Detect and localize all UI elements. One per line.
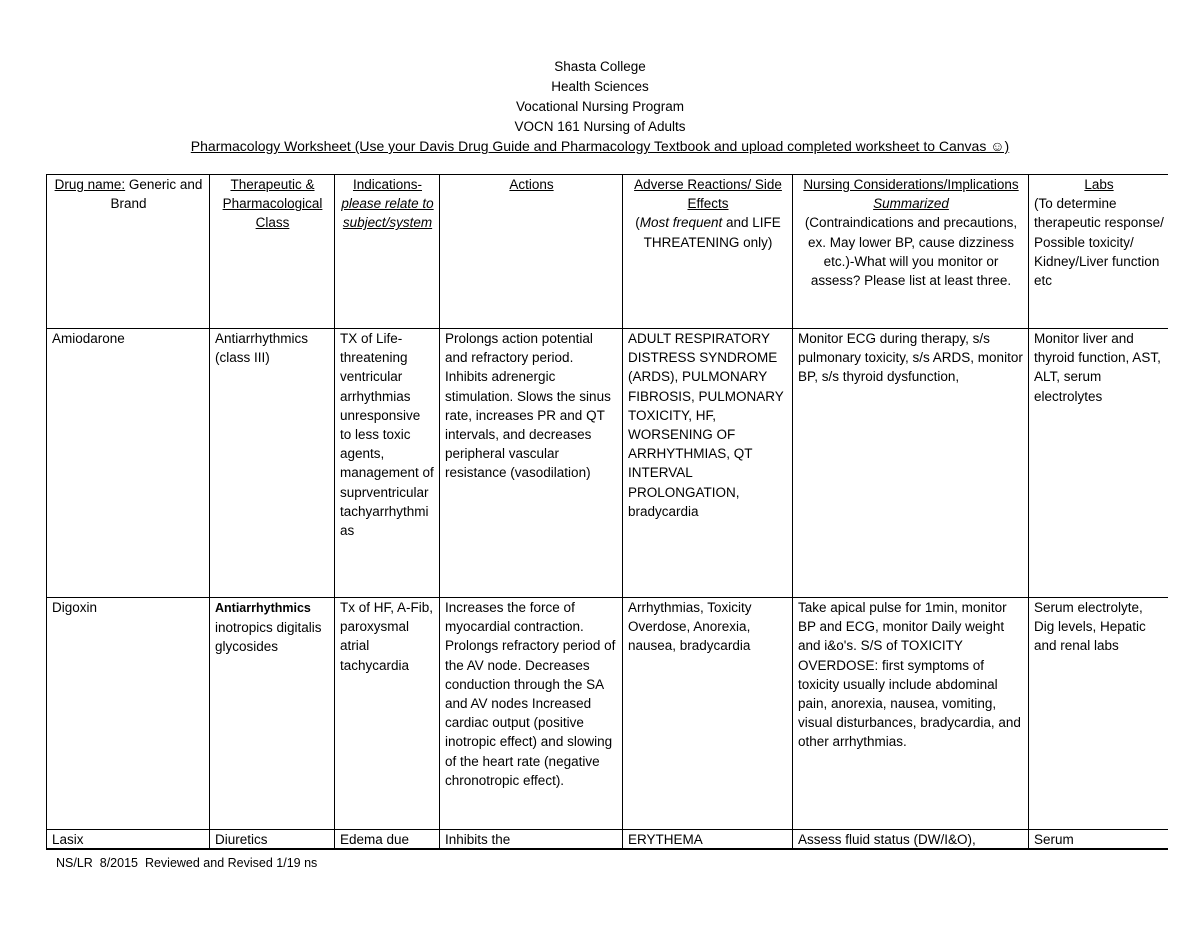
adverse-cell: ADULT RESPIRATORY DISTRESS SYNDROME (ARDS), PULMONARY FIBROSIS, PULMONARY TOXICITY, HF, WORSENING OF ARRHYTHMIAS, QT INTERVAL PROLONGATION, bradycardia	[623, 329, 793, 598]
header-therapeutic-class	[210, 175, 335, 329]
header-adverse-rest: and LIFE THREATENING only)	[643, 215, 781, 250]
class-cell	[210, 598, 335, 830]
labs-cell: Serum	[1029, 830, 1169, 851]
header-indications-note: please relate to subject/system	[341, 196, 434, 231]
actions-cell: Inhibits the	[440, 830, 623, 851]
header-adverse-reactions	[623, 175, 793, 329]
nursing-cell: Assess fluid status (DW/I&O),	[793, 830, 1029, 851]
indications-cell: Tx of HF, A-Fib, paroxysmal atrial tachycardia	[335, 598, 440, 830]
program-name: Vocational Nursing Program	[515, 99, 685, 114]
worksheet-table-container	[46, 174, 1168, 850]
drug-name-cell: Amiodarone	[47, 329, 210, 598]
class-cell-text: inotropics digitalis glycosides	[215, 620, 322, 655]
course-name: VOCN 161 Nursing of Adults	[514, 119, 686, 134]
header-drug-name-rest: Generic and Brand	[110, 177, 203, 212]
adverse-cell: Arrhythmias, Toxicity Overdose, Anorexia, nausea, bradycardia	[623, 598, 793, 830]
class-cell: Antiarrhythmics (class III)	[210, 329, 335, 598]
header-nursing-note: Summarized	[873, 196, 949, 212]
nursing-cell: Take apical pulse for 1min, monitor BP and ECG, monitor Daily weight and i&o's. S/S of TOXICITY OVERDOSE: first symptoms of toxicity usually include abdominal pain, anorexia, nausea, vomiting, visual disturbances, bradycardia, and other arrhythmias.	[793, 598, 1029, 830]
table-row	[47, 598, 1169, 830]
header-labs	[1029, 175, 1169, 329]
header-indications-label: Indications-	[352, 177, 423, 192]
header-nursing-label: Nursing Considerations/Implications	[803, 177, 1019, 192]
drug-name-cell: Digoxin	[47, 598, 210, 830]
class-cell-bold: Antiarrhythmics	[215, 601, 311, 615]
header-actions	[440, 175, 623, 329]
indications-cell: TX of Life-threatening ventricular arrhythmias unresponsive to less toxic agents, management of suprventricular tachyarrhythmias	[335, 329, 440, 598]
table-row	[47, 329, 1169, 598]
header-therapeutic-class-label: Therapeutic & Pharmacological Class	[222, 177, 323, 231]
header-adverse-label: Adverse Reactions/ Side Effects	[634, 177, 782, 212]
worksheet-title: Pharmacology Worksheet (Use your Davis Drug Guide and Pharmacology Textbook and upload completed worksheet to Canvas ☺)	[190, 138, 1010, 154]
header-indications	[335, 175, 440, 329]
table-header-row	[47, 175, 1169, 329]
header-labs-label: Labs	[1084, 177, 1114, 192]
labs-cell: Monitor liver and thyroid function, AST, ALT, serum electrolytes	[1029, 329, 1169, 598]
header-adverse-note: Most frequent	[639, 215, 723, 231]
header-adverse-paren: (	[635, 215, 640, 231]
header-drug-name	[47, 175, 210, 329]
header-nursing-considerations	[793, 175, 1029, 329]
actions-cell: Prolongs action potential and refractory period. Inhibits adrenergic stimulation. Slows the sinus rate, increases PR and QT intervals, and decreases peripheral vascular resistance (vasodilation)	[440, 329, 623, 598]
drug-name-cell: Lasix	[47, 830, 210, 851]
class-cell: Diuretics	[210, 830, 335, 851]
document-header	[0, 57, 1200, 137]
labs-cell: Serum electrolyte, Dig levels, Hepatic and renal labs	[1029, 598, 1169, 830]
header-drug-name-label: Drug name:	[54, 177, 126, 192]
header-labs-rest: (To determine therapeutic response/ Possible toxicity/ Kidney/Liver function etc	[1034, 196, 1164, 289]
adverse-cell: ERYTHEMA	[623, 830, 793, 851]
header-actions-label: Actions	[509, 177, 554, 192]
worksheet-table	[46, 174, 1168, 850]
indications-cell: Edema due	[335, 830, 440, 851]
nursing-cell: Monitor ECG during therapy, s/s pulmonary toxicity, s/s ARDS, monitor BP, s/s thyroid dysfunction,	[793, 329, 1029, 598]
header-nursing-rest: (Contraindications and precautions, ex. May lower BP, cause dizziness etc.)-What will you monitor or assess? Please list at least three.	[804, 215, 1018, 289]
actions-cell: Increases the force of myocardial contraction. Prolongs refractory period of the AV node. Decreases conduction through the SA and AV nodes Increased cardiac output (positive inotropic effect) and slowing of the heart rate (negative chronotropic effect).	[440, 598, 623, 830]
department-name: Health Sciences	[551, 79, 649, 94]
college-name: Shasta College	[554, 59, 646, 74]
table-row	[47, 830, 1169, 851]
page-footer: NS/LR 8/2015 Reviewed and Revised 1/19 ns	[56, 856, 318, 870]
